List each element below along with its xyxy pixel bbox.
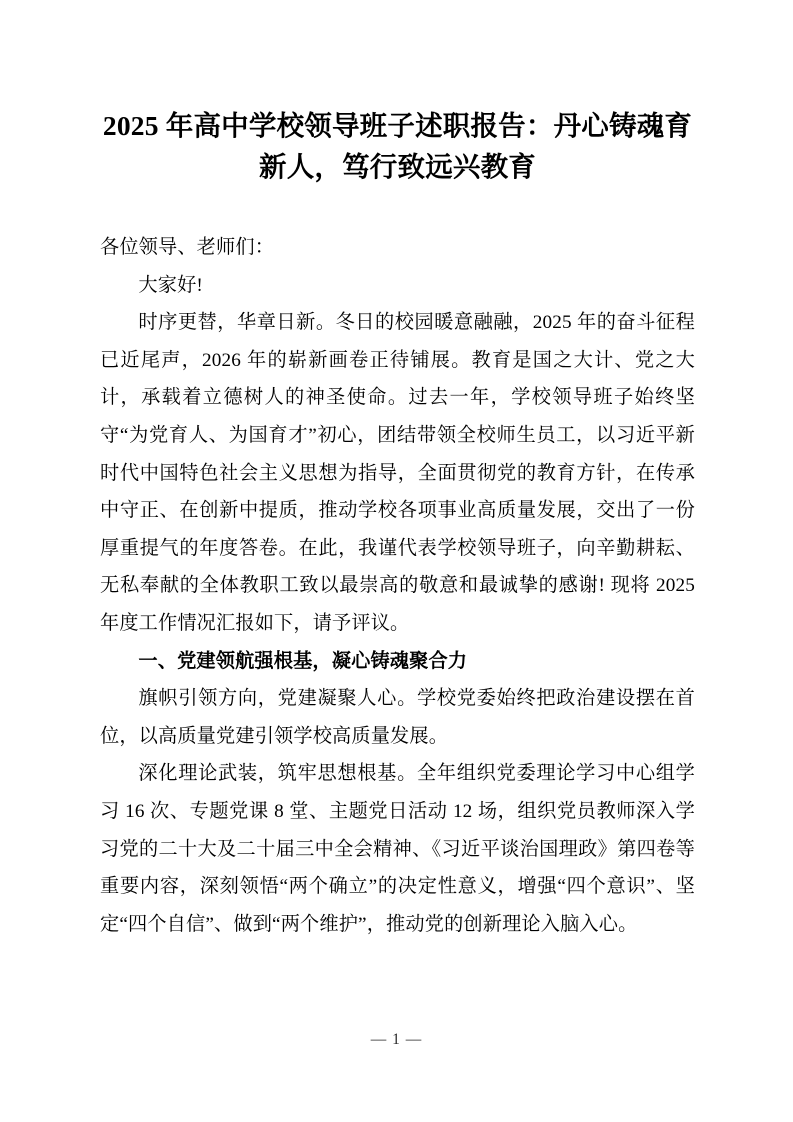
section-heading-one: 一、党建领航强根基，凝心铸魂聚合力 xyxy=(138,650,468,672)
greeting-line: 大家好! xyxy=(138,274,203,296)
salutation-line: 各位领导、老师们： xyxy=(100,237,275,258)
page-title: 2025 年高中学校领导班子述职报告：丹心铸魂育新人，笃行致远兴教育 xyxy=(102,110,693,182)
document-content xyxy=(100,0,695,943)
section-one-paragraph-1: 旗帜引领方向，党建凝聚人心。学校党委始终把政治建设摆在首位，以高质量党建引领学校高质量发展。 xyxy=(100,688,695,747)
section-one-paragraph-2: 深化理论武装，筑牢思想根基。全年组织党委理论学习中心组学习 16 次、专题党课 8 堂、主题党日活动 12 场，组织党员教师深入学习党的二十大及二十届三中全会精神、《习近平谈治国理政》第四卷等重要内容，深刻领悟“两个确立”的决定性意义，增强“四个意识”、坚定“四个自信”、做到“两个维护”，推动党的创新理论入脑入心。 xyxy=(100,763,695,935)
page-number-footer: — 1 — xyxy=(370,1031,423,1048)
body-paragraph-1: 时序更替，华章日新。冬日的校园暖意融融，2025 年的奋斗征程已近尾声，2026 年的崭新画卷正待铺展。教育是国之大计、党之大计，承载着立德树人的神圣使命。过去一年，学校领导班子始终坚守“为党育人、为国育才”初心，团结带领全校师生员工，以习近平新时代中国特色社会主义思想为指导，全面贯彻党的教育方针，在传承中守正、在创新中提质，推动学校各项事业高质量发展，交出了一份厚重提气的年度答卷。在此，我谨代表学校领导班子，向辛勤耕耘、无私奉献的全体教职工致以最崇高的敬意和最诚挚的感谢! 现将 2025 年度工作情况汇报如下，请予评议。 xyxy=(100,312,695,634)
